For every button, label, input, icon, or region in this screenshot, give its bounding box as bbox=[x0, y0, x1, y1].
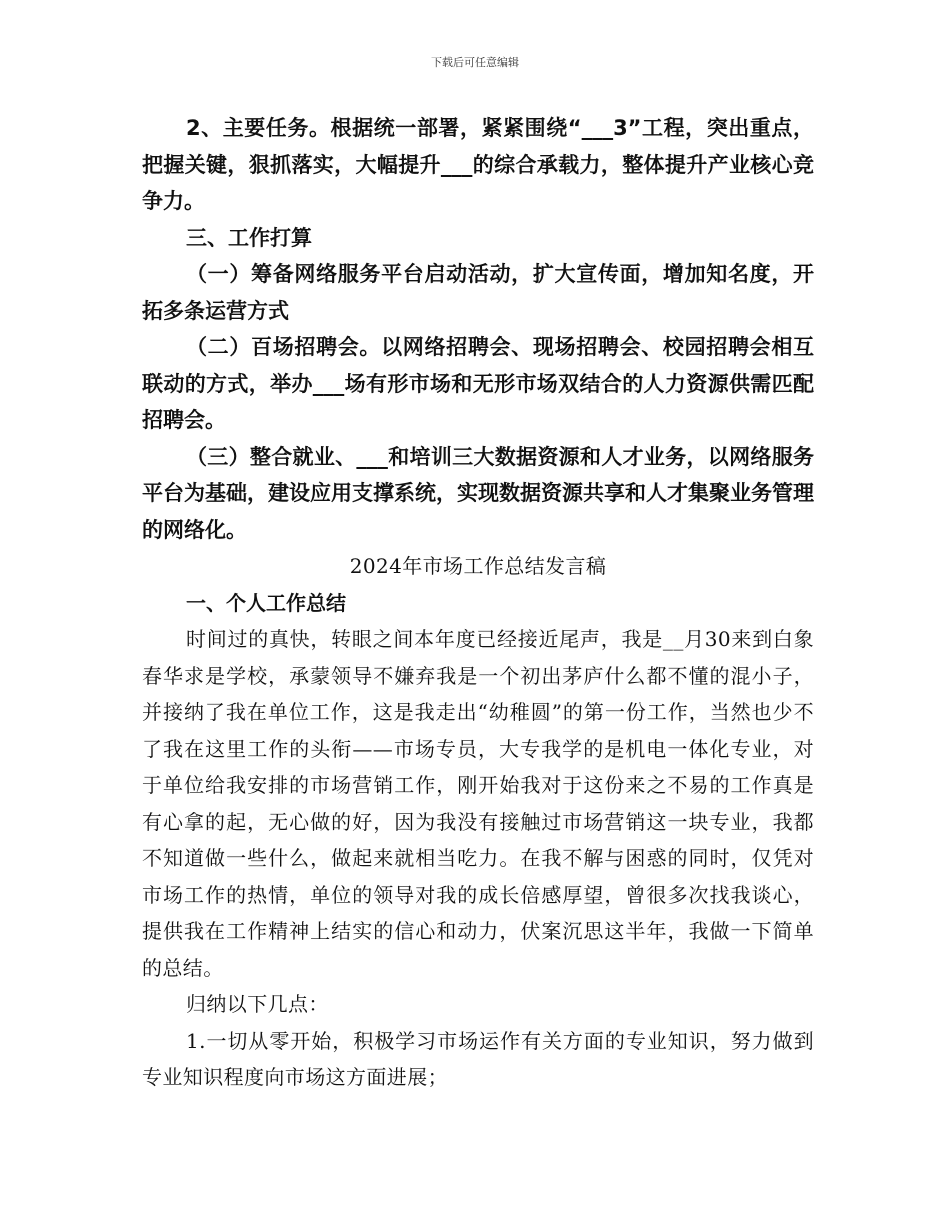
document-title: 2024年市场工作总结发言稿 bbox=[349, 554, 607, 578]
personal-summary-heading: 一、个人工作总结 bbox=[186, 590, 346, 615]
points-intro: 归纳以下几点： bbox=[186, 992, 329, 1016]
document-body bbox=[142, 110, 814, 1096]
page-header-note: 下载后可任意编辑 bbox=[431, 56, 519, 69]
work-plan-heading: 三、工作打算 bbox=[186, 225, 312, 250]
summary-paragraph: 时间过的真快，转眼之间本年度已经接近尾声，我是__月30来到白象春华求是学校，承蒙领导不嫌弃我是一个初出茅庐什么都不懂的混小子，并接纳了我在单位工作，这是我走出“幼稚圆”的第一份工作，当然也少不了我在这里工作的头衔——市场专员，大专我学的是机电一体化专业，对于单位给我安排的市场营销工作，刚开始我对于这份来之不易的工作真是有心拿的起，无心做的好，因为我没有接触过市场营销这一块专业，我都不知道做一些什么，做起来就相当吃力。在我不解与困惑的同时，仅凭对市场工作的热情，单位的领导对我的成长倍感厚望，曾很多次找我谈心，提供我在工作精神上结实的信心和动力，伏案沉思这半年，我做一下简单的总结。 bbox=[142, 627, 814, 980]
main-tasks-paragraph: 2、主要任务。根据统一部署，紧紧围绕“___3”工程，突出重点，把握关键，狠抓落实，大幅提升___的综合承载力，整体提升产业核心竞争力。 bbox=[142, 116, 814, 213]
point-1: 1.一切从零开始，积极学习市场运作有关方面的专业知识，努力做到专业知识程度向市场这方面进展； bbox=[142, 1028, 814, 1089]
work-plan-item-3: （三）整合就业、___和培训三大数据资源和人才业务，以网络服务平台为基础，建设应用支撑系统，实现数据资源共享和人才集聚业务管理的网络化。 bbox=[142, 444, 814, 542]
work-plan-item-2: （二）百场招聘会。以网络招聘会、现场招聘会、校园招聘会相互联动的方式，举办___场有形市场和无形市场双结合的人力资源供需匹配招聘会。 bbox=[142, 335, 814, 432]
work-plan-item-1: （一）筹备网络服务平台启动活动，扩大宣传面，增加知名度，开拓多条运营方式 bbox=[142, 262, 814, 323]
